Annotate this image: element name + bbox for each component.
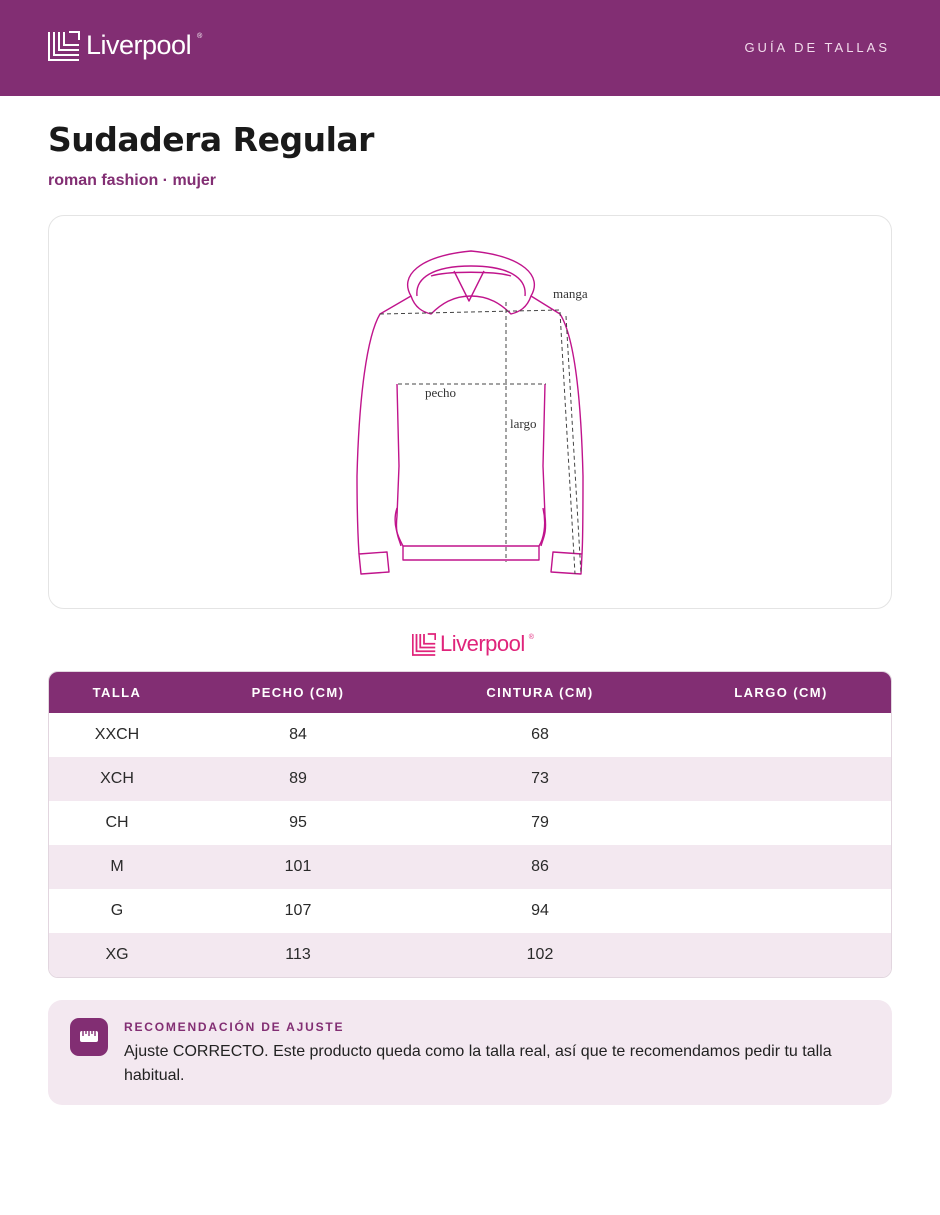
chest-label: pecho xyxy=(425,385,457,400)
brand-logo[interactable] xyxy=(48,30,202,61)
cell-waist: 79 xyxy=(531,814,549,831)
page-title: Sudadera Regular xyxy=(48,120,374,159)
cell-length xyxy=(669,845,892,889)
cell-size: CH xyxy=(105,814,129,831)
ruler-icon xyxy=(70,1018,108,1056)
cell-waist: 102 xyxy=(526,946,554,963)
brand-badge-registered-mark: ® xyxy=(528,633,534,641)
table-row xyxy=(49,801,892,845)
product-subtitle: roman fashion · mujer xyxy=(48,172,217,189)
cell-waist: 68 xyxy=(531,726,549,743)
cell-chest: 95 xyxy=(289,814,307,831)
brand-badge-name: Liverpool xyxy=(440,631,525,656)
table-row xyxy=(49,889,892,933)
cell-length xyxy=(669,713,892,757)
brand-registered-mark: ® xyxy=(197,33,203,40)
length-label: largo xyxy=(510,416,537,431)
header-size: TALLA xyxy=(92,685,142,700)
liverpool-logo-icon xyxy=(412,633,436,656)
cell-size: XXCH xyxy=(94,726,140,743)
brand-badge xyxy=(412,631,534,657)
header-length: LARGO (CM) xyxy=(734,685,828,700)
fit-recommendation-card xyxy=(48,1000,892,1105)
cell-chest: 113 xyxy=(285,946,311,963)
measurement-diagram-card xyxy=(48,215,892,609)
table-row xyxy=(49,713,892,757)
cell-size: G xyxy=(110,902,124,919)
cell-chest: 107 xyxy=(284,902,312,919)
cell-waist: 86 xyxy=(531,858,549,875)
cell-size: M xyxy=(110,858,124,875)
cell-waist: 73 xyxy=(531,770,549,787)
table-row xyxy=(49,845,892,889)
size-table xyxy=(48,671,892,978)
liverpool-logo-icon xyxy=(48,31,80,61)
size-guide-link[interactable]: GUÍA DE TALLAS xyxy=(744,40,890,55)
header-chest: PECHO (CM) xyxy=(251,685,345,700)
recommendation-label: RECOMENDACIÓN DE AJUSTE xyxy=(124,1020,345,1034)
cell-chest: 84 xyxy=(289,726,307,743)
header xyxy=(0,0,940,96)
table-header-row xyxy=(49,672,892,713)
hoodie-diagram xyxy=(49,216,893,610)
cell-chest: 101 xyxy=(284,858,312,875)
cell-length xyxy=(669,889,892,933)
recommendation-text: Ajuste CORRECTO. Este producto queda como la talla real, así que te recomendamos pedir tu talla habitual. xyxy=(124,1043,832,1084)
brand-name: Liverpool xyxy=(86,30,192,60)
cell-length xyxy=(669,757,892,801)
sleeve-label: manga xyxy=(553,286,588,301)
table-row xyxy=(49,933,892,977)
cell-length xyxy=(669,933,892,977)
cell-chest: 89 xyxy=(289,770,307,787)
table-row xyxy=(49,757,892,801)
header-waist: CINTURA (CM) xyxy=(486,685,594,700)
cell-length xyxy=(669,801,892,845)
cell-size: XG xyxy=(105,946,129,963)
cell-waist: 94 xyxy=(531,902,549,919)
cell-size: XCH xyxy=(100,770,134,787)
